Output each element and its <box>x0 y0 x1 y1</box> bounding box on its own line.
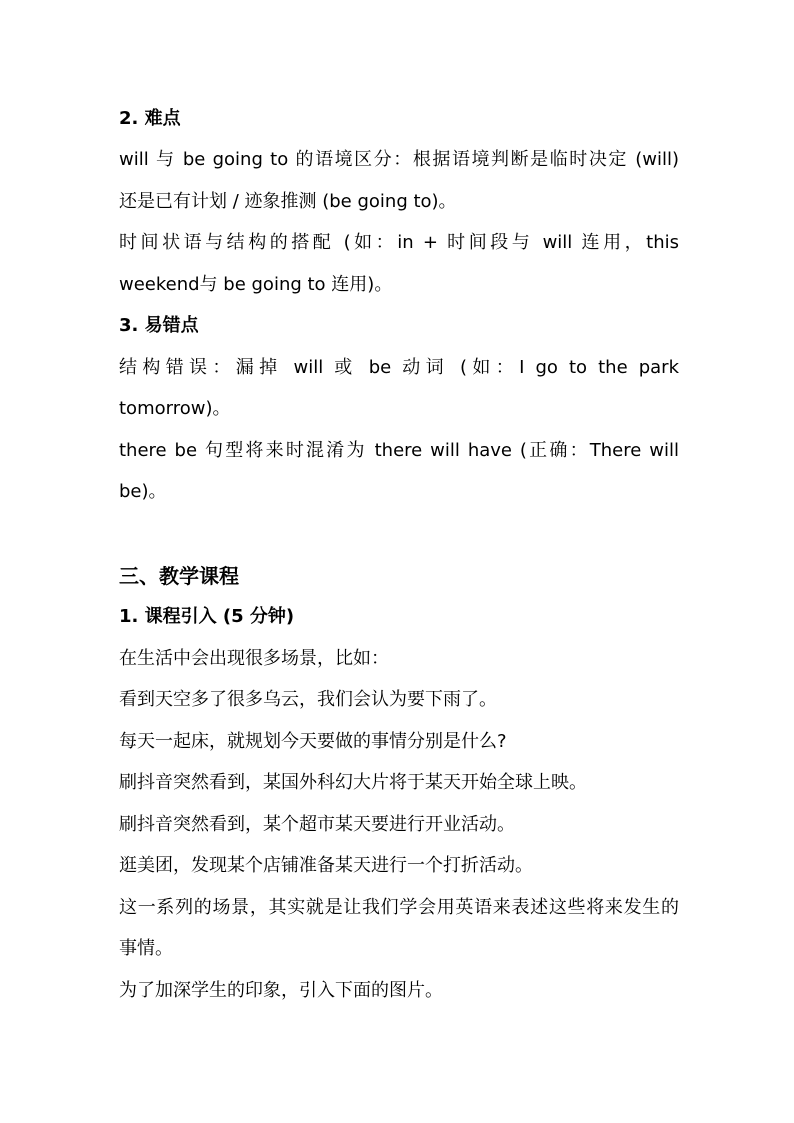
difficulty-paragraph-1-line-2: 还是已有计划 / 迹象推测 (be going to)。 <box>119 191 457 212</box>
difficulty-paragraph-2-line-2: weekend与 be going to 连用)。 <box>119 274 393 295</box>
intro-line: 事情。 <box>119 938 173 959</box>
intro-line: 刷抖音突然看到，某个超市某天要进行开业活动。 <box>119 814 515 835</box>
errors-paragraph-2-line-1: there be 句型将来时混淆为 there will have (正确：There will <box>119 440 679 461</box>
intro-line: 看到天空多了很多乌云，我们会认为要下雨了。 <box>119 689 497 710</box>
course-intro-heading: 1. 课程引入 (5 分钟) <box>119 606 295 627</box>
intro-line: 刷抖音突然看到，某国外科幻大片将于某天开始全球上映。 <box>119 772 587 793</box>
intro-line: 这一系列的场景，其实就是让我们学会用英语来表述这些将来发生的 <box>119 897 679 918</box>
errors-paragraph-2-line-2: be)。 <box>119 481 167 502</box>
errors-heading: 3. 易错点 <box>119 315 199 336</box>
difficulty-heading: 2. 难点 <box>119 108 181 129</box>
section-3-heading: 三、教学课程 <box>119 564 239 588</box>
difficulty-paragraph-1-line-1: will 与 be going to 的语境区分：根据语境判断是临时决定 (will) <box>119 149 679 170</box>
intro-line: 逛美团，发现某个店铺准备某天进行一个打折活动。 <box>119 855 533 876</box>
intro-line: 为了加深学生的印象，引入下面的图片。 <box>119 980 443 1001</box>
difficulty-paragraph-2-line-1: 时间状语与结构的搭配 (如：in + 时间段与 will 连用，this <box>119 232 679 253</box>
intro-line: 在生活中会出现很多场景，比如： <box>119 648 389 669</box>
errors-paragraph-1-line-2: tomorrow)。 <box>119 398 231 419</box>
errors-paragraph-1-line-1: 结构错误：漏掉 will 或 be 动词 (如：I go to the park <box>119 357 679 378</box>
intro-line: 每天一起床，就规划今天要做的事情分别是什么? <box>119 731 507 752</box>
